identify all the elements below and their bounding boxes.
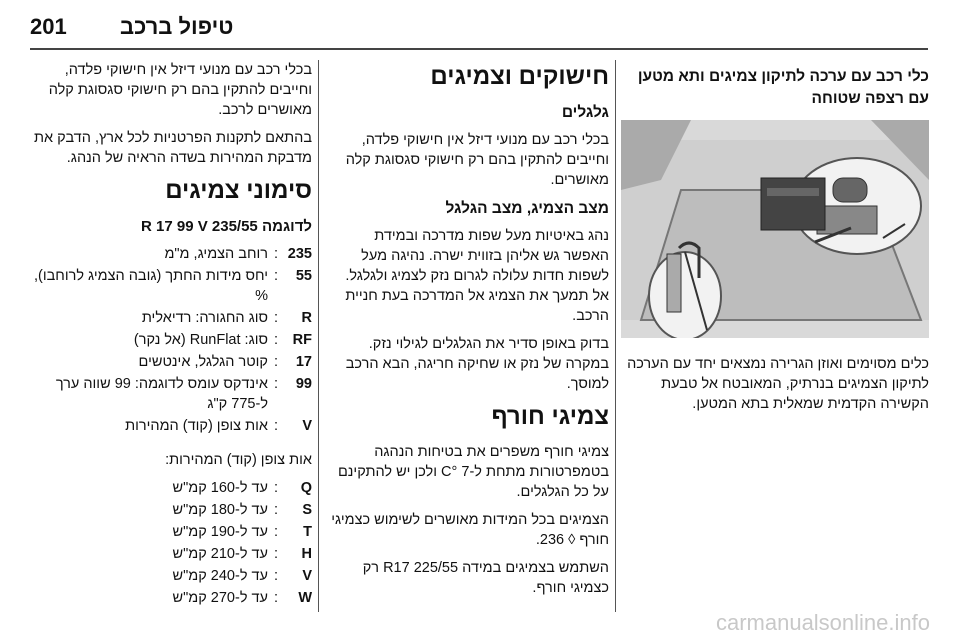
- diesel-rims-text: בכלי רכב עם מנועי דיזל אין חישוקי פלדה, וחייבים להתקין בהם רק חישוקי סגסוגת קלה מאושרים לרכב.: [48, 62, 312, 118]
- spec-colon: :: [273, 568, 279, 584]
- trunk-photo-caption: כלים מסוימים ואוזן הגרירה נמצאים יחד עם הערכה לתיקון הצמיגים בנרתיק, המאובטח אל טבעת הקשירה הקדמית שמאלית בתא המטען.: [627, 356, 929, 412]
- spec-code: 99: [295, 376, 312, 392]
- page-header: [0, 0, 960, 50]
- spec-code: 235: [287, 246, 312, 262]
- speed-description: עד ל-270 קמ"ש: [172, 590, 268, 606]
- tire-damage-text: בדוק באופן סדיר את הגלגלים לגילוי נזק. במקרה של נזק או שחיקה חריגה, הבא הרכב למוסך.: [345, 336, 609, 392]
- tire-marking-example: לדוגמה 235/55 R 17 99 V: [141, 218, 312, 235]
- middle-column: [328, 60, 609, 606]
- spec-colon: :: [273, 246, 279, 262]
- spec-code: V: [302, 418, 312, 434]
- spec-code: R: [301, 310, 312, 326]
- spec-colon: :: [273, 310, 279, 326]
- spec-description: סוג החגורה: רדיאלית: [141, 310, 268, 326]
- wheels-tires-heading: חישוקים וצמיגים: [430, 63, 609, 90]
- spec-colon: :: [273, 354, 279, 370]
- header-divider: [30, 48, 928, 50]
- trunk-section-heading: כלי רכב עם ערכה לתיקון צמיגים ותא מטען עם רצפה שטוחה: [637, 68, 929, 107]
- column-divider-right: [615, 60, 616, 612]
- speed-row: [30, 588, 312, 608]
- left-column: [30, 60, 312, 610]
- wheels-subheading: גלגלים: [561, 104, 609, 121]
- winter-tires-heading: צמיגי חורף: [491, 403, 609, 430]
- spec-colon: :: [273, 332, 279, 348]
- spec-description: אות צופן (קוד) המהירות: [125, 418, 268, 434]
- spec-row: [30, 352, 312, 372]
- spec-row: [30, 416, 312, 436]
- speed-description: עד ל-160 קמ"ש: [172, 480, 268, 496]
- spec-row: [30, 308, 312, 328]
- wheels-text: בכלי רכב עם מנועי דיזל אין חישוקי פלדה, וחייבים להתקין בהם רק חישוקי סגסוגת קלה מאושרים.: [345, 132, 609, 188]
- page-title: טיפול ברכב: [120, 14, 234, 39]
- spec-description: יחס מידות החתך (גובה הצמיג לרוחבו), %: [33, 268, 268, 304]
- spec-row: [30, 266, 312, 306]
- spec-description: סוג: RunFlat (אל נקר): [133, 332, 268, 348]
- speed-code: T: [303, 524, 312, 540]
- winter-tires-text-2: הצמיגים בכל המידות מאושרים לשימוש כצמיגי חורף ◊ 236.: [331, 512, 609, 548]
- spec-colon: :: [273, 376, 279, 392]
- column-divider-left: [318, 60, 319, 612]
- tire-markings-heading: סימוני צמיגים: [165, 177, 312, 204]
- spec-code: RF: [292, 332, 312, 348]
- spec-colon: :: [273, 502, 279, 518]
- speed-code: S: [302, 502, 312, 518]
- spec-row: [30, 374, 312, 414]
- speed-row: [30, 478, 312, 498]
- speed-description: עד ל-180 קמ"ש: [172, 502, 268, 518]
- tire-marking-list: [30, 244, 312, 436]
- tire-condition-text: נהג באיטיות מעל שפות מדרכה ובמידת האפשר גש אליהן בזווית ישרה. נהיגה מעל לשפות חדות עלולה לגרום נזק לצמיג ולגלגל. אל תמעך את הצמיג אל המדרכה בעת חניית הרכב.: [345, 228, 609, 324]
- spec-code: 17: [295, 354, 312, 370]
- speed-row: [30, 544, 312, 564]
- spec-description: אינדקס עומס לדוגמה: 99 שווה ערך ל-775 ק"ג: [55, 376, 268, 412]
- speed-code-list: [30, 478, 312, 608]
- watermark: carmanualsonline.info: [715, 610, 930, 635]
- spec-row: [30, 330, 312, 350]
- speed-row: [30, 566, 312, 586]
- trunk-kit-photo: [621, 120, 929, 338]
- tire-condition-subheading: מצב הצמיג, מצב הגלגל: [445, 200, 609, 217]
- spec-colon: :: [273, 546, 279, 562]
- spec-colon: :: [273, 524, 279, 540]
- winter-tires-text-1: צמיגי חורף משפרים את בטיחות הנהגה בטמפרטורות מתחת ל-7 °C ולכן יש להתקינם על כל הגלגלים.: [337, 444, 609, 500]
- winter-tires-text-3: השתמש בצמיגים במידה 225/55 R17 רק כצמיגי חורף.: [362, 560, 609, 596]
- speed-description: עד ל-210 קמ"ש: [172, 546, 268, 562]
- page-number: 201: [30, 14, 67, 39]
- speed-code: H: [301, 546, 312, 562]
- spec-colon: :: [273, 480, 279, 496]
- spec-row: [30, 244, 312, 264]
- spec-colon: :: [273, 590, 279, 606]
- speed-row: [30, 522, 312, 542]
- spec-description: רוחב הצמיג, מ"מ: [164, 246, 268, 262]
- spec-colon: :: [273, 418, 279, 434]
- spec-colon: :: [273, 268, 279, 284]
- speed-sticker-text: בהתאם לתקנות הפרטניות לכל ארץ, הדבק את מדבקת המהירות בשדה הראיה של הנהג.: [34, 130, 312, 166]
- spec-code: 55: [295, 268, 312, 284]
- speed-row: [30, 500, 312, 520]
- speed-description: עד ל-190 קמ"ש: [172, 524, 268, 540]
- speed-code: Q: [300, 480, 312, 496]
- spec-description: קוטר הגלגל, אינטשים: [138, 354, 268, 370]
- speed-description: עד ל-240 קמ"ש: [172, 568, 268, 584]
- speed-code: V: [302, 568, 312, 584]
- speed-code-intro: אות צופן (קוד) המהירות:: [165, 452, 312, 468]
- right-column: [621, 60, 929, 422]
- speed-code: W: [298, 590, 312, 606]
